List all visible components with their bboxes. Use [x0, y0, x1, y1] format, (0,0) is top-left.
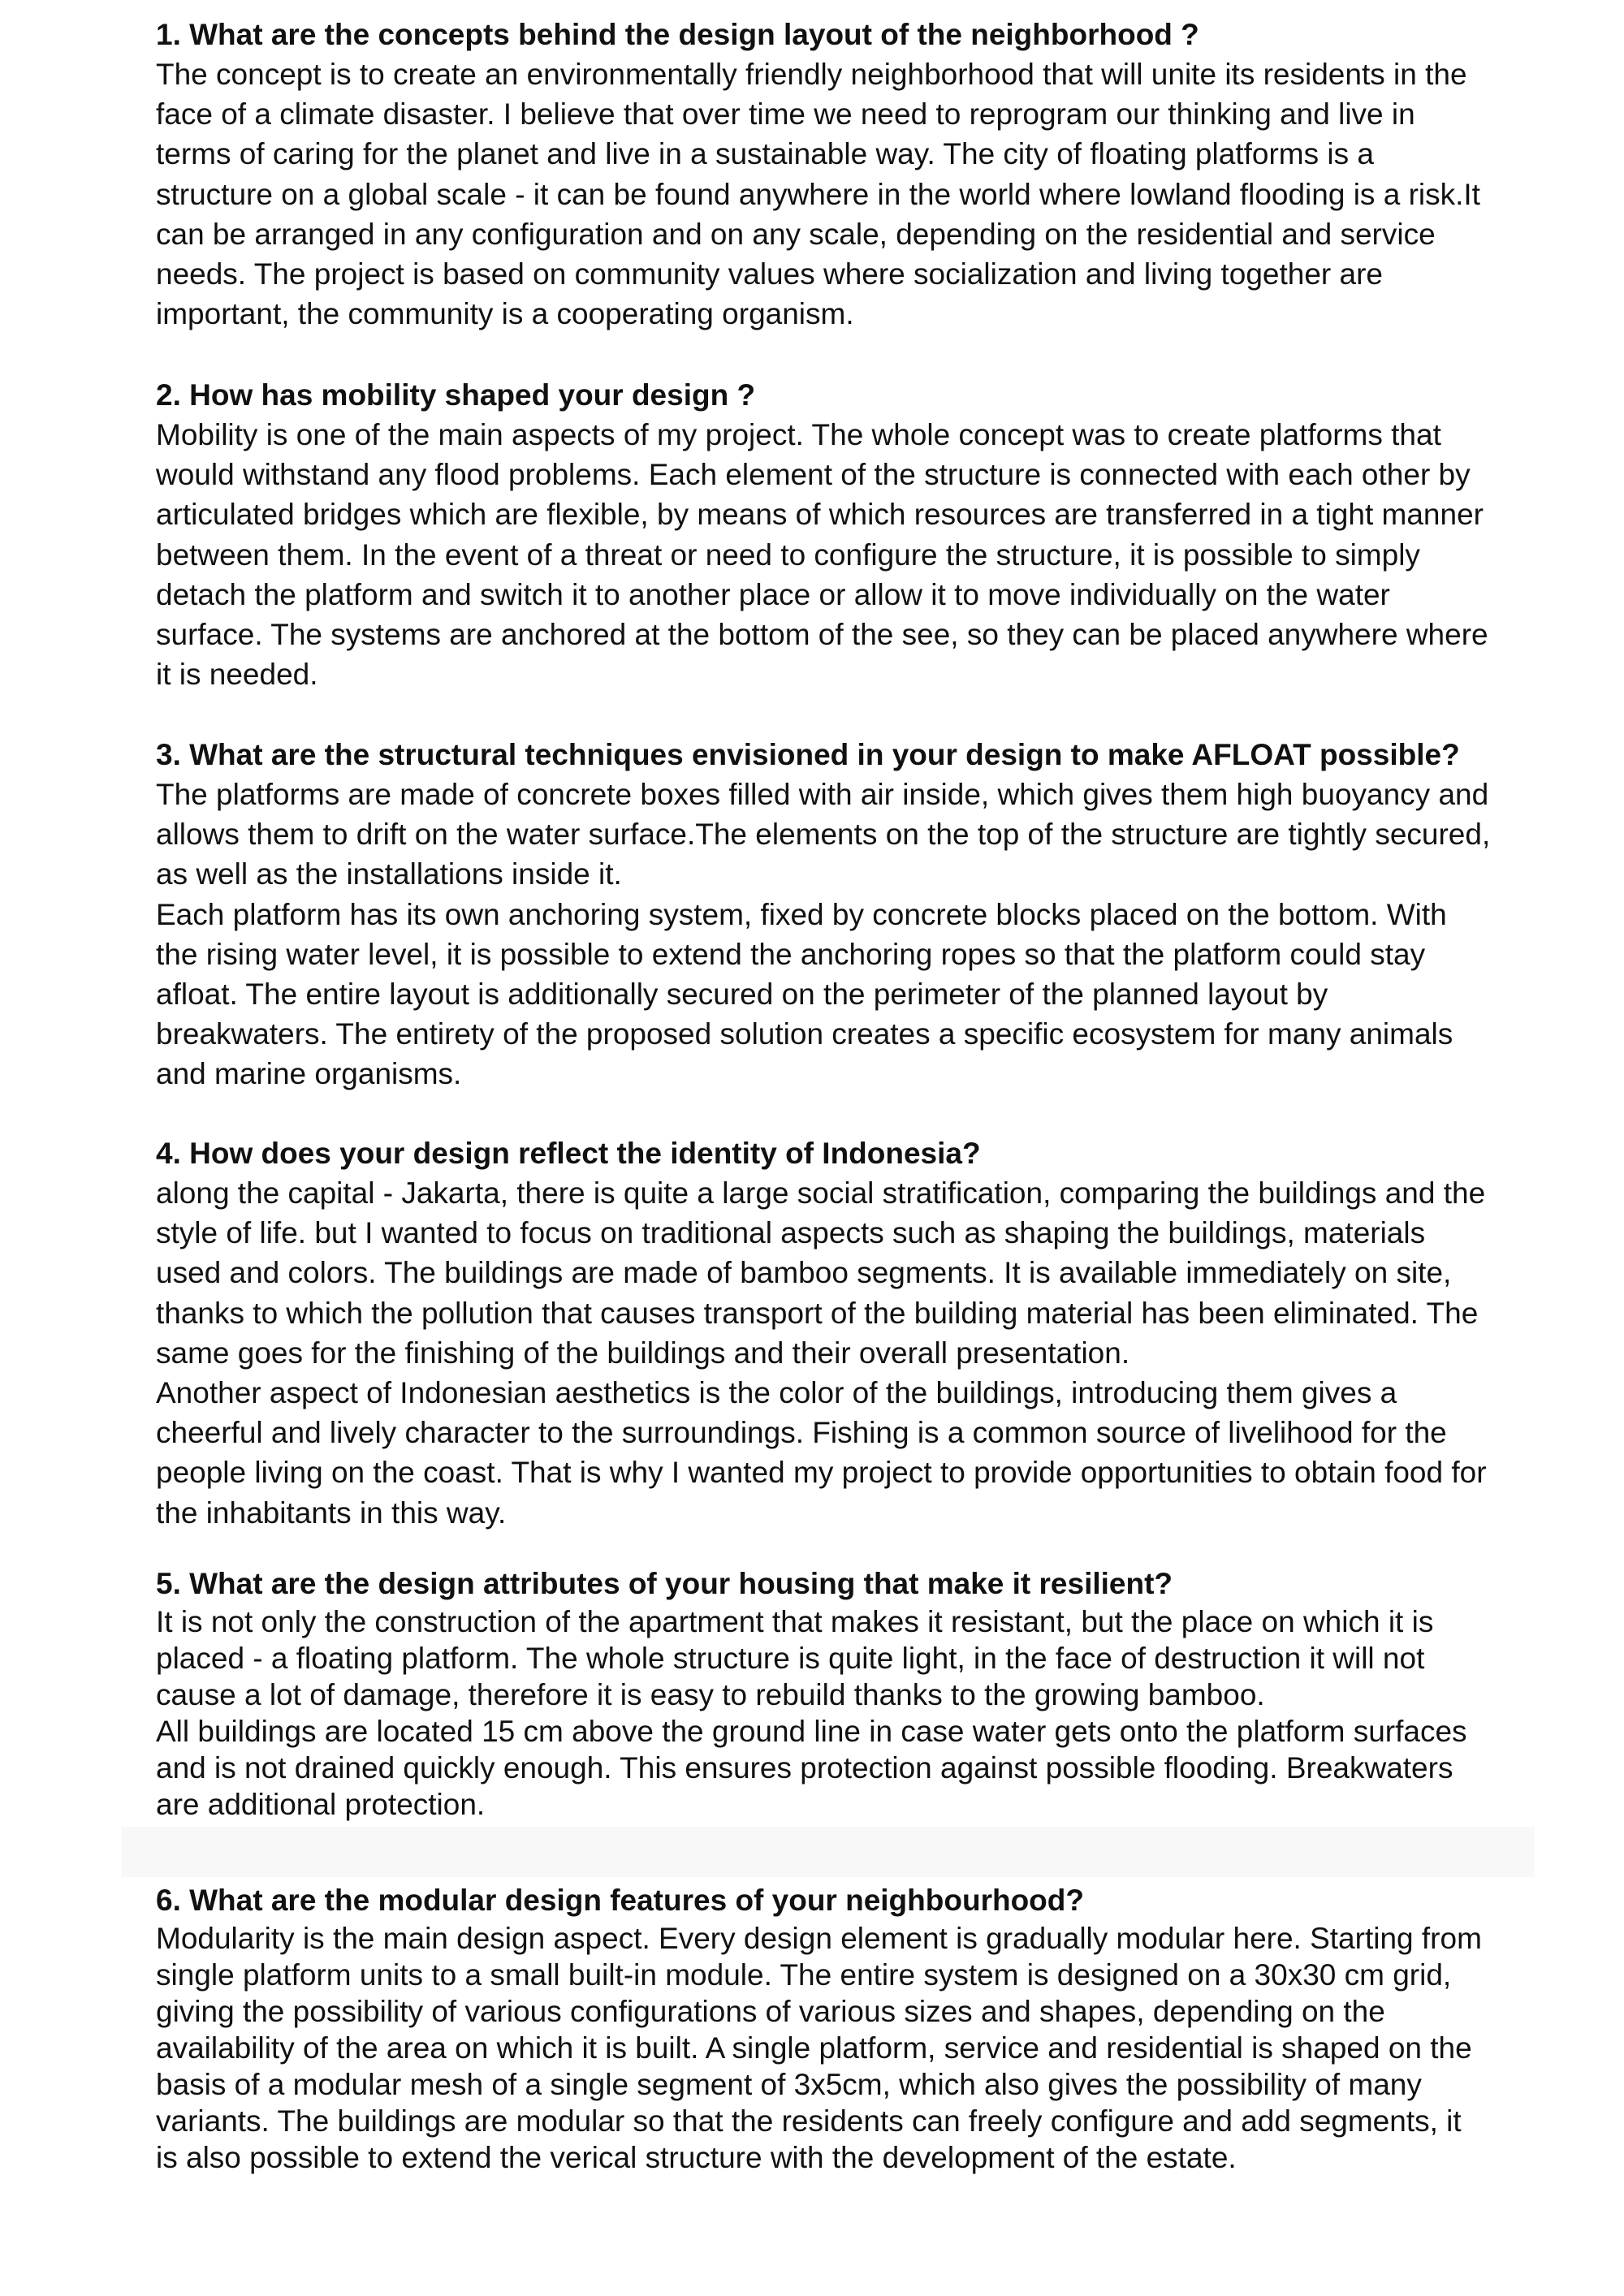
- text-line: terms of caring for the planet and live in a sustainable way. The city of floating platforms is a: [156, 137, 1374, 171]
- text-line: used and colors. The buildings are made of bamboo segments. It is available immediately on site,: [156, 1256, 1452, 1290]
- text-line: It is not only the construction of the apartment that makes it resistant, but the place on which it is: [156, 1605, 1434, 1638]
- answer-text: [156, 1603, 1520, 1823]
- text-line: it is needed.: [156, 658, 318, 692]
- answer-text: [156, 775, 1520, 1094]
- text-line: along the capital - Jakarta, there is quite a large social stratification, comparing the buildings and the: [156, 1176, 1486, 1210]
- text-line: articulated bridges which are flexible, by means of which resources are transferred in a tight manner: [156, 498, 1484, 532]
- text-line: afloat. The entire layout is additionally secured on the perimeter of the planned layout by: [156, 978, 1328, 1012]
- highlight-band: [122, 1827, 1535, 1877]
- text-line: needs. The project is based on community values where socialization and living together are: [156, 257, 1384, 291]
- question-heading: 2. How has mobility shaped your design ?: [156, 378, 756, 412]
- text-line: can be arranged in any configuration and on any scale, depending on the residential and service: [156, 217, 1436, 251]
- text-line: face of a climate disaster. I believe that over time we need to reprogram our thinking and live in: [156, 97, 1415, 132]
- text-line: thanks to which the pollution that causes transport of the building material has been eliminated. The: [156, 1296, 1479, 1330]
- text-line: breakwaters. The entirety of the proposed solution creates a specific ecosystem for many animals: [156, 1017, 1453, 1051]
- text-line: and is not drained quickly enough. This ensures protection against possible flooding. Breakwaters: [156, 1751, 1453, 1785]
- text-line: availability of the area on which it is built. A single platform, service and residential is shaped on the: [156, 2031, 1472, 2065]
- text-line: are additional protection.: [156, 1788, 486, 1821]
- answer-paragraph: [156, 1173, 1520, 1373]
- qa-section-3: [156, 735, 1520, 1094]
- answer-text: [156, 415, 1520, 694]
- answer-paragraph: [156, 415, 1520, 694]
- question-heading: 1. What are the concepts behind the design layout of the neighborhood ?: [156, 18, 1199, 51]
- answer-paragraph: [156, 1713, 1520, 1823]
- qa-section-2: [156, 375, 1520, 694]
- answer-paragraph: [156, 775, 1520, 895]
- text-line: cheerful and lively character to the surroundings. Fishing is a common source of livelihood for the: [156, 1416, 1447, 1450]
- text-line: style of life. but I wanted to focus on traditional aspects such as shaping the buildings, materials: [156, 1216, 1426, 1250]
- text-line: Modularity is the main design aspect. Every design element is gradually modular here. Starting from: [156, 1922, 1482, 1955]
- question-heading: 4. How does your design reflect the identity of Indonesia?: [156, 1137, 981, 1170]
- text-line: giving the possibility of various configurations of various sizes and shapes, depending on the: [156, 1995, 1385, 2028]
- text-line: The platforms are made of concrete boxes filled with air inside, which gives them high buoyancy and: [156, 778, 1489, 811]
- text-line: would withstand any flood problems. Each element of the structure is connected with each other by: [156, 458, 1471, 492]
- text-line: allows them to drift on the water surface.The elements on the top of the structure are tightly secured,: [156, 818, 1491, 852]
- text-line: cause a lot of damage, therefore it is easy to rebuild thanks to the growing bamboo.: [156, 1678, 1265, 1711]
- answer-paragraph: [156, 54, 1520, 334]
- text-line: All buildings are located 15 cm above the ground line in case water gets onto the platform surfaces: [156, 1715, 1467, 1748]
- text-line: important, the community is a cooperating organism.: [156, 297, 854, 331]
- answer-paragraph: [156, 1373, 1520, 1533]
- text-line: Another aspect of Indonesian aesthetics is the color of the buildings, introducing them gives a: [156, 1376, 1397, 1410]
- text-line: variants. The buildings are modular so that the residents can freely configure and add segments, it: [156, 2104, 1462, 2138]
- answer-paragraph: [156, 895, 1520, 1094]
- text-line: is also possible to extend the verical structure with the development of the estate.: [156, 2141, 1237, 2174]
- answer-text: [156, 54, 1520, 334]
- question-heading: 6. What are the modular design features of your neighbourhood?: [156, 1884, 1084, 1917]
- text-line: same goes for the finishing of the buildings and their overall presentation.: [156, 1336, 1130, 1370]
- qa-section-6: [156, 1880, 1520, 2176]
- answer-paragraph: [156, 1603, 1520, 1713]
- text-line: The concept is to create an environmentally friendly neighborhood that will unite its residents in the: [156, 58, 1467, 91]
- text-line: the inhabitants in this way.: [156, 1495, 507, 1530]
- text-line: between them. In the event of a threat or need to configure the structure, it is possible to simply: [156, 537, 1420, 572]
- qa-section-1: [156, 15, 1520, 334]
- text-line: surface. The systems are anchored at the bottom of the see, so they can be placed anywhere where: [156, 618, 1488, 652]
- answer-paragraph: [156, 1920, 1520, 2176]
- text-line: placed - a floating platform. The whole structure is quite light, in the face of destruction it will not: [156, 1642, 1425, 1675]
- text-line: structure on a global scale - it can be found anywhere in the world where lowland flooding is a risk.It: [156, 177, 1480, 211]
- answer-text: [156, 1173, 1520, 1533]
- text-line: as well as the installations inside it.: [156, 857, 622, 891]
- text-line: and marine organisms.: [156, 1057, 462, 1091]
- text-line: detach the platform and switch it to another place or allow it to move individually on the water: [156, 577, 1390, 611]
- text-line: Mobility is one of the main aspects of my project. The whole concept was to create platforms that: [156, 418, 1441, 451]
- question-heading: 5. What are the design attributes of your housing that make it resilient?: [156, 1567, 1173, 1600]
- question-heading: 3. What are the structural techniques envisioned in your design to make AFLOAT possible?: [156, 738, 1460, 771]
- qa-section-4: [156, 1133, 1520, 1533]
- text-line: single platform units to a small built-in module. The entire system is designed on a 30x30 cm grid,: [156, 1958, 1452, 1992]
- qa-section-5: [156, 1564, 1520, 1823]
- answer-text: [156, 1920, 1520, 2176]
- text-line: the rising water level, it is possible to extend the anchoring ropes so that the platform could stay: [156, 937, 1426, 971]
- text-line: Each platform has its own anchoring system, fixed by concrete blocks placed on the bottom. With: [156, 897, 1447, 931]
- text-line: people living on the coast. That is why I wanted my project to provide opportunities to obtain food for: [156, 1456, 1487, 1490]
- text-line: basis of a modular mesh of a single segment of 3x5cm, which also gives the possibility of many: [156, 2068, 1422, 2101]
